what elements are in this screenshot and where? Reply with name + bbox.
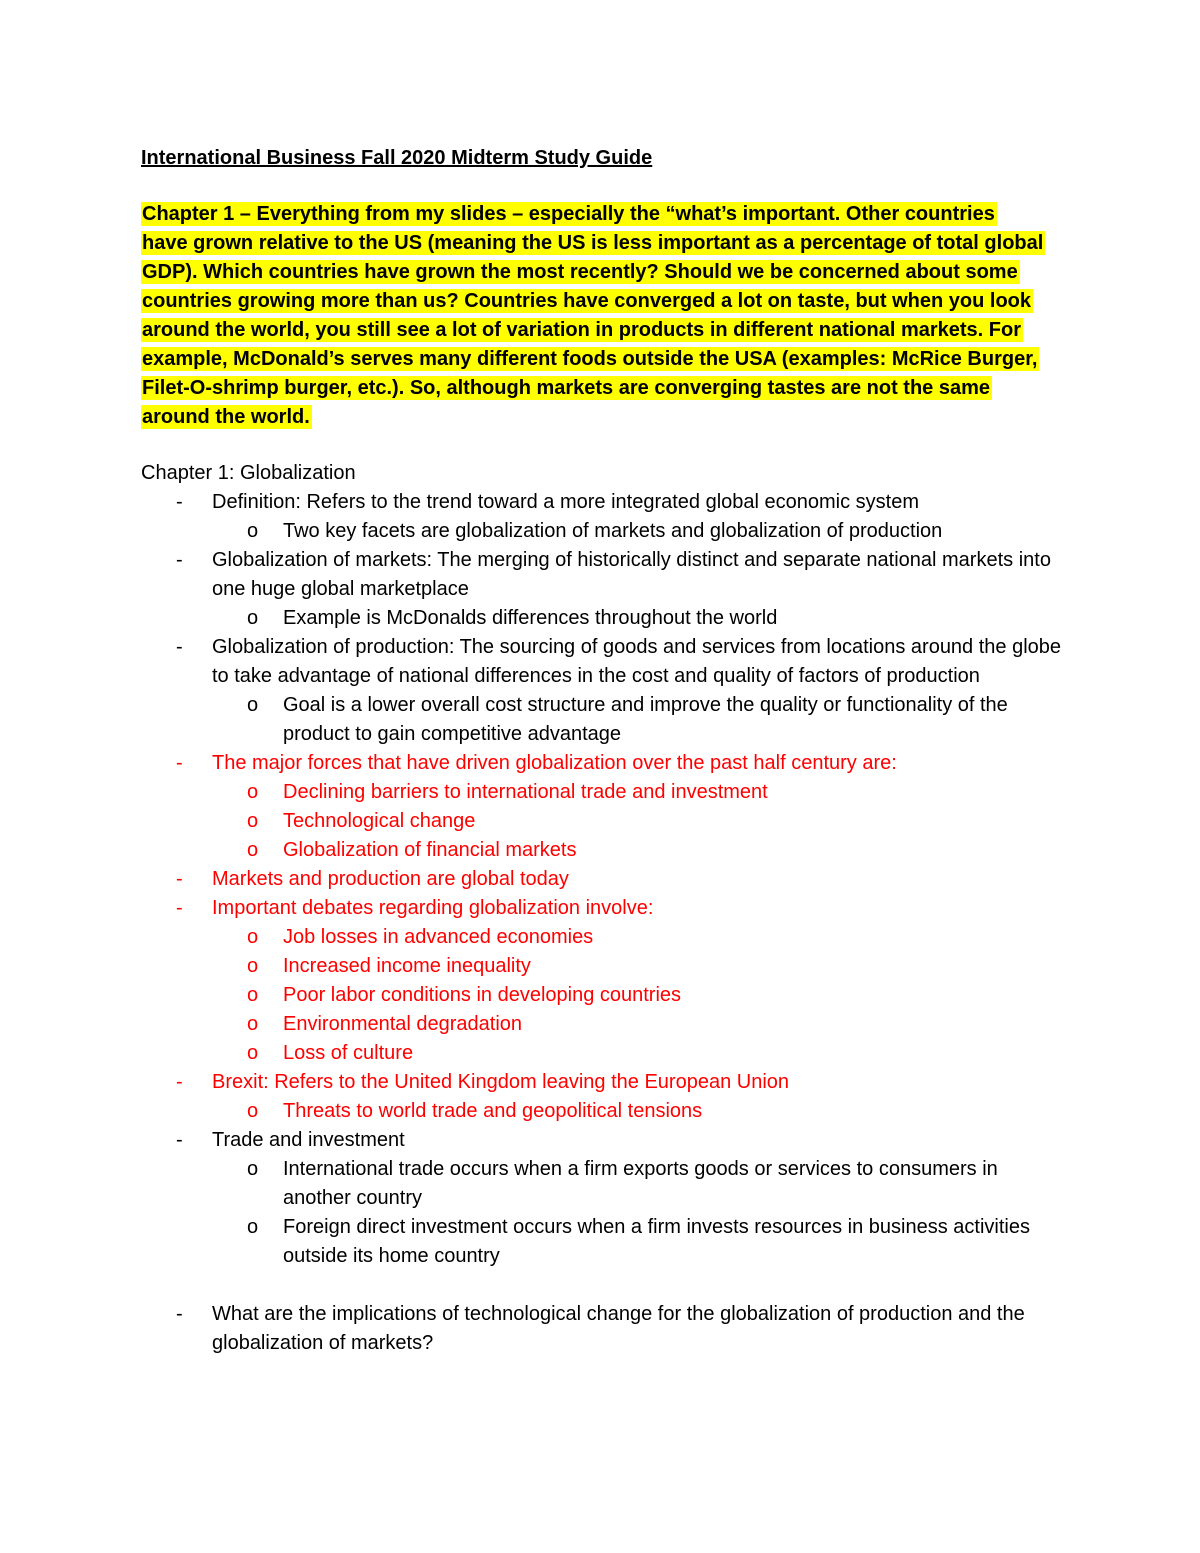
highlight-line bbox=[141, 287, 1056, 316]
list-item-text: Example is McDonalds differences throughout the world bbox=[283, 607, 778, 629]
list-item-text: What are the implications of technological change for the globalization of production and the globalization of markets? bbox=[212, 1303, 1025, 1354]
list-item bbox=[0, 633, 1062, 691]
list-item-text: Two key facets are globalization of markets and globalization of production bbox=[283, 520, 943, 542]
list-item-text: Globalization of markets: The merging of historically distinct and separate national markets into one huge global marketplace bbox=[212, 549, 1051, 600]
dash-bullet: - bbox=[176, 636, 183, 658]
list-item bbox=[0, 981, 1063, 1010]
list-item bbox=[0, 894, 1062, 923]
list-item-text: Foreign direct investment occurs when a firm invests resources in business activities outside its home country bbox=[283, 1216, 1030, 1267]
list-item-text: Declining barriers to international trade and investment bbox=[283, 781, 768, 803]
list-item-text: Globalization of production: The sourcing of goods and services from locations around the globe to take advantage of national differences in the cost and quality of factors of production bbox=[212, 636, 1062, 687]
list-item-text: Job losses in advanced economies bbox=[283, 926, 594, 948]
list-item bbox=[0, 691, 1063, 749]
list-item-text: Environmental degradation bbox=[283, 1013, 523, 1035]
document-title: International Business Fall 2020 Midterm Study Guide bbox=[141, 147, 653, 169]
list-item bbox=[0, 517, 1063, 546]
list-item-text: International trade occurs when a firm exports goods or services to consumers in another country bbox=[283, 1158, 998, 1209]
circle-bullet: o bbox=[247, 694, 259, 716]
highlight-line bbox=[141, 200, 1056, 229]
circle-bullet: o bbox=[247, 810, 259, 832]
highlighted-paragraph bbox=[141, 200, 1056, 432]
dash-bullet: - bbox=[176, 549, 183, 571]
list-item-text: The major forces that have driven globalization over the past half century are: bbox=[212, 752, 897, 774]
highlight-text: have grown relative to the US (meaning the US is less important as a percentage of total global bbox=[142, 232, 1044, 254]
highlight-line bbox=[141, 374, 1056, 403]
circle-bullet: o bbox=[247, 984, 259, 1006]
highlight-text: Filet-O-shrimp burger, etc.). So, although markets are converging tastes are not the same bbox=[142, 377, 990, 399]
circle-bullet: o bbox=[247, 955, 259, 977]
list-item-text: Increased income inequality bbox=[283, 955, 531, 977]
list-item bbox=[0, 1068, 1062, 1097]
list-item-text: Brexit: Refers to the United Kingdom leaving the European Union bbox=[212, 1071, 790, 1093]
circle-bullet: o bbox=[247, 781, 259, 803]
highlight-mark bbox=[141, 289, 1033, 313]
bullet-list bbox=[0, 488, 1200, 1358]
highlight-text: around the world. bbox=[142, 406, 310, 428]
circle-bullet: o bbox=[247, 839, 259, 861]
list-item-text: Important debates regarding globalization involve: bbox=[212, 897, 654, 919]
highlight-text: around the world, you still see a lot of variation in products in different national markets. For bbox=[142, 319, 1022, 341]
list-item bbox=[0, 836, 1063, 865]
list-item bbox=[0, 923, 1063, 952]
highlight-line bbox=[141, 403, 1056, 432]
dash-bullet: - bbox=[176, 752, 183, 774]
dash-bullet: - bbox=[176, 1129, 183, 1151]
highlight-mark bbox=[141, 318, 1023, 342]
dash-bullet: - bbox=[176, 897, 183, 919]
list-item bbox=[0, 865, 1062, 894]
list-item bbox=[0, 604, 1063, 633]
list-item bbox=[0, 1039, 1063, 1068]
highlight-text: countries growing more than us? Countries have converged a lot on taste, but when you look bbox=[142, 290, 1031, 312]
list-item-text: Definition: Refers to the trend toward a more integrated global economic system bbox=[212, 491, 920, 513]
list-item-text: Trade and investment bbox=[212, 1129, 405, 1151]
highlight-mark bbox=[141, 231, 1045, 255]
list-item bbox=[0, 749, 1062, 778]
list-item bbox=[0, 1155, 1063, 1213]
highlight-mark bbox=[141, 405, 312, 429]
highlight-mark bbox=[141, 202, 997, 226]
list-item bbox=[0, 1213, 1063, 1271]
list-item-text: Globalization of financial markets bbox=[283, 839, 577, 861]
list-item bbox=[0, 807, 1063, 836]
highlight-line bbox=[141, 229, 1056, 258]
circle-bullet: o bbox=[247, 607, 259, 629]
list-item bbox=[0, 1010, 1063, 1039]
blank-line bbox=[0, 1271, 1200, 1300]
list-item-text: Goal is a lower overall cost structure and improve the quality or functionality of the product to gain competitive advantage bbox=[283, 694, 1008, 745]
highlight-text: GDP). Which countries have grown the most recently? Should we be concerned about some bbox=[142, 261, 1018, 283]
list-item-text: Poor labor conditions in developing countries bbox=[283, 984, 682, 1006]
circle-bullet: o bbox=[247, 926, 259, 948]
highlight-line bbox=[141, 258, 1056, 287]
circle-bullet: o bbox=[247, 1216, 259, 1238]
list-item-text: Markets and production are global today bbox=[212, 868, 569, 890]
highlight-mark bbox=[141, 260, 1020, 284]
list-item bbox=[0, 488, 1062, 517]
circle-bullet: o bbox=[247, 1042, 259, 1064]
highlight-bold-text: Chapter 1 – Everything from my slides – especially the “what’s important. bbox=[142, 203, 841, 225]
circle-bullet: o bbox=[247, 1100, 259, 1122]
highlight-text: Other countries bbox=[840, 203, 995, 225]
dash-bullet: - bbox=[176, 491, 183, 513]
list-item-text: Technological change bbox=[283, 810, 476, 832]
dash-bullet: - bbox=[176, 1303, 183, 1325]
list-item-text: Loss of culture bbox=[283, 1042, 414, 1064]
circle-bullet: o bbox=[247, 520, 259, 542]
list-item-text: Threats to world trade and geopolitical tensions bbox=[283, 1100, 703, 1122]
list-item bbox=[0, 778, 1063, 807]
list-item bbox=[0, 1097, 1063, 1126]
list-item bbox=[0, 952, 1063, 981]
highlight-line bbox=[141, 345, 1056, 374]
dash-bullet: - bbox=[176, 1071, 183, 1093]
dash-bullet: - bbox=[176, 868, 183, 890]
circle-bullet: o bbox=[247, 1158, 259, 1180]
list-item bbox=[0, 1300, 1062, 1358]
highlight-mark bbox=[141, 347, 1039, 371]
list-item bbox=[0, 546, 1062, 604]
highlight-mark bbox=[141, 376, 992, 400]
list-item bbox=[0, 1126, 1062, 1155]
circle-bullet: o bbox=[247, 1013, 259, 1035]
highlight-text: example, McDonald’s serves many different foods outside the USA (examples: McRice Burger, bbox=[142, 348, 1038, 370]
highlight-line bbox=[141, 316, 1056, 345]
section-heading: Chapter 1: Globalization bbox=[141, 462, 356, 484]
